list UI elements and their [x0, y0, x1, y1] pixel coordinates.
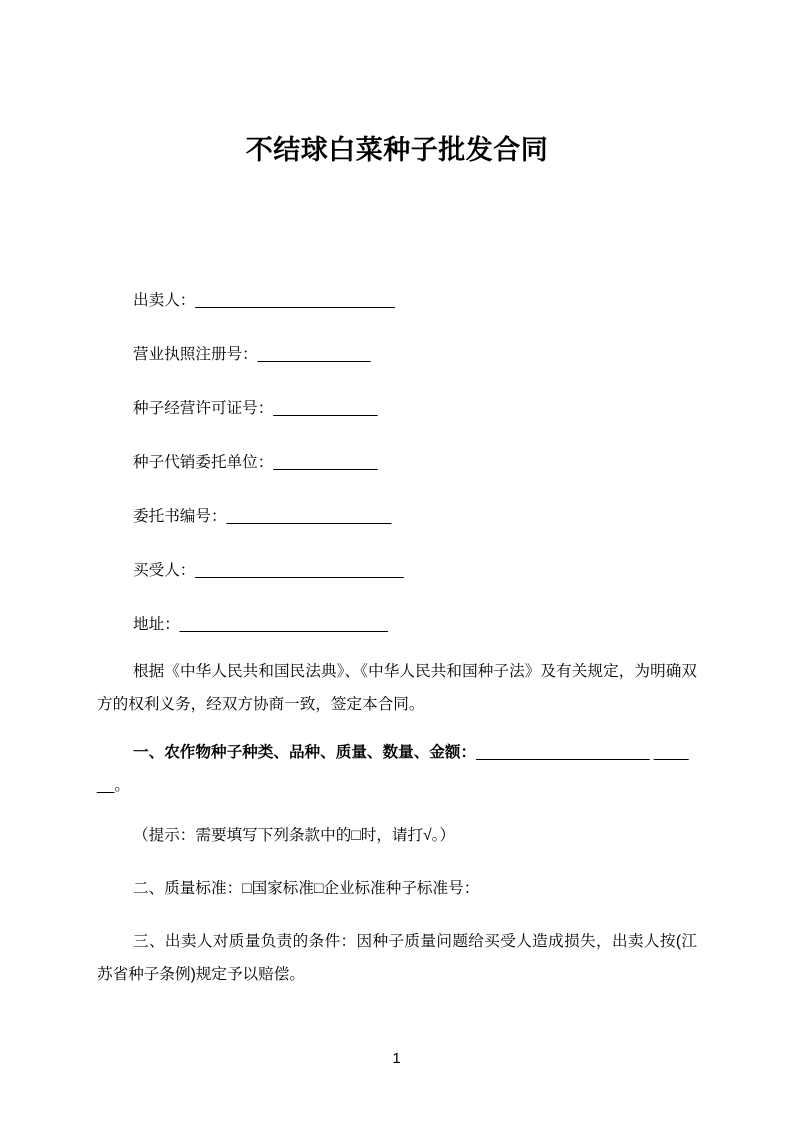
field-authorization-letter-no-label: 委托书编号： — [133, 508, 227, 525]
field-consignment-entrusting-unit — [97, 446, 697, 479]
clause-1 — [97, 736, 697, 802]
field-address-label: 地址： — [133, 616, 180, 633]
field-seed-operation-license-no-blank: ____________ — [273, 400, 378, 417]
field-seller-label: 出卖人： — [133, 292, 196, 309]
clause-1-line2: __。 — [97, 777, 130, 794]
field-buyer-blank: ________________________ — [195, 562, 404, 579]
field-buyer-label: 买受人： — [133, 562, 196, 579]
field-business-license-no-blank: _____________ — [257, 346, 371, 363]
field-business-license-no — [97, 338, 697, 371]
document-title: 不结球白菜种子批发合同 — [245, 135, 549, 165]
field-authorization-letter-no-blank: ___________________ — [226, 508, 392, 525]
field-address — [97, 608, 697, 641]
clause-3: 三、出卖人对质量负责的条件：因种子质量问题给买受人造成损失，出卖人按(江苏省种子条例)规定予以赔偿。 — [97, 933, 697, 983]
field-buyer — [97, 554, 697, 587]
page-number: 1 — [392, 1050, 401, 1067]
clause-2: 二、质量标准：□国家标准□企业标准种子标准号： — [133, 880, 480, 897]
field-seed-operation-license-no-label: 种子经营许可证号： — [133, 400, 274, 417]
field-consignment-entrusting-unit-label: 种子代销委托单位： — [133, 454, 274, 471]
field-seller — [97, 284, 697, 317]
field-authorization-letter-no — [97, 500, 697, 533]
field-consignment-entrusting-unit-blank: ____________ — [273, 454, 378, 471]
field-business-license-no-label: 营业执照注册号： — [133, 346, 258, 363]
fill-in-fields — [97, 284, 697, 641]
field-address-blank: ________________________ — [179, 616, 388, 633]
clause-1-lead: 一、农作物种子种类、品种、质量、数量、金额： — [133, 744, 477, 761]
preamble-paragraph: 根据《中华人民共和国民法典》、《中华人民共和国种子法》及有关规定，为明确双方的权利义务，经双方协商一致，签定本合同。 — [97, 663, 697, 713]
clause-1-blank: ____________________ ____ — [476, 744, 689, 761]
hint-note: （提示：需要填写下列条款中的□时，请打√。） — [133, 827, 456, 844]
field-seed-operation-license-no — [97, 392, 697, 425]
field-seller-blank: _______________________ — [195, 292, 395, 309]
